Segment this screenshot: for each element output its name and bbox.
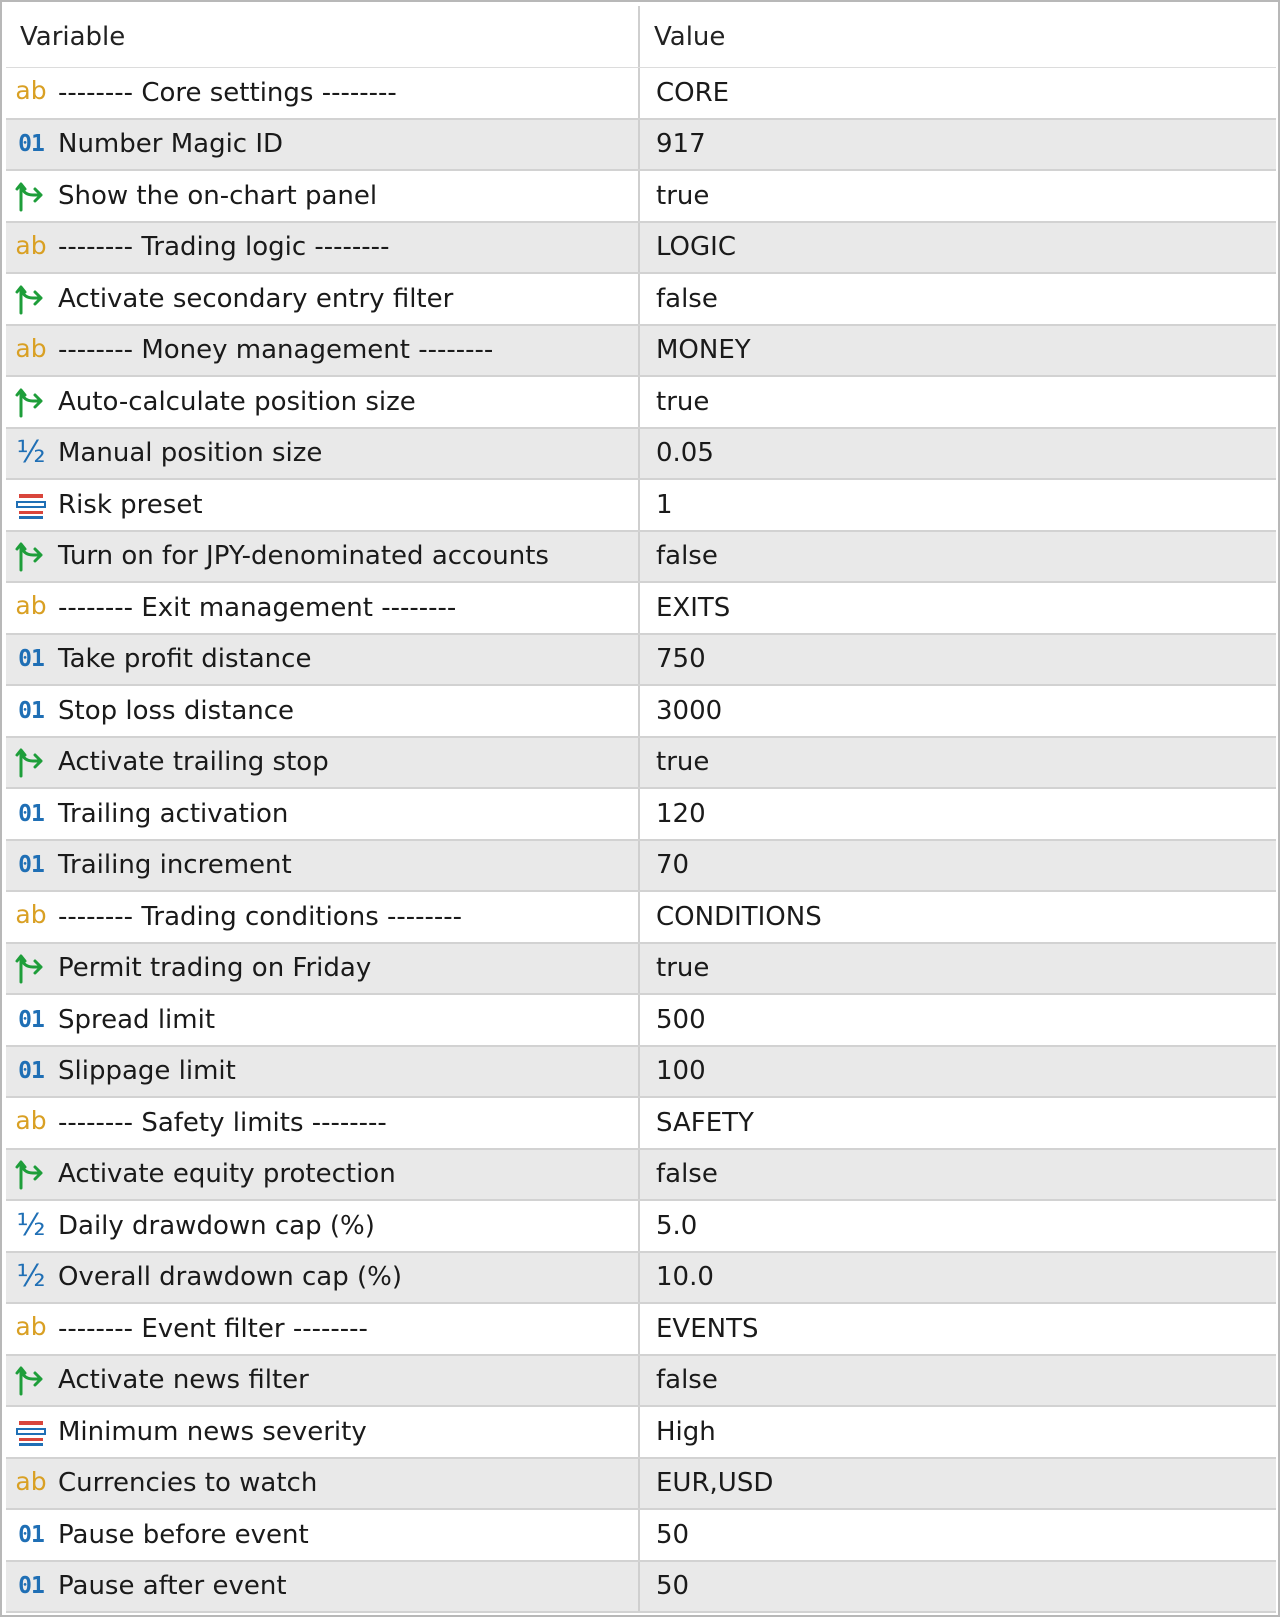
integer-icon: 01: [18, 1573, 44, 1600]
variable-name: Show the on-chart panel: [58, 180, 378, 211]
bool-arrow-icon: [14, 385, 48, 419]
table-row[interactable]: [6, 1201, 1276, 1253]
table-row[interactable]: [6, 1098, 1276, 1150]
value-cell[interactable]: High: [656, 1416, 716, 1447]
ab-icon: ab: [15, 900, 47, 930]
bool-arrow-icon: [14, 1363, 48, 1397]
variable-cell[interactable]: [6, 686, 640, 736]
table-row[interactable]: [6, 635, 1276, 687]
value-cell[interactable]: SAFETY: [656, 1107, 754, 1138]
variable-cell[interactable]: [6, 1201, 640, 1251]
value-cell[interactable]: 70: [656, 850, 690, 881]
ab-icon: ab: [15, 230, 47, 260]
variable-cell[interactable]: [6, 1253, 640, 1303]
variable-name: Slippage limit: [58, 1056, 236, 1087]
table-row[interactable]: [6, 789, 1276, 841]
table-row[interactable]: [6, 480, 1276, 532]
variable-name: -------- Core settings --------: [58, 77, 397, 108]
variable-cell[interactable]: [6, 274, 640, 324]
variable-name: Minimum news severity: [58, 1416, 367, 1447]
value-cell[interactable]: 120: [656, 798, 706, 829]
value-cell[interactable]: EVENTS: [656, 1313, 759, 1344]
integer-icon: 01: [18, 646, 44, 673]
bool-arrow-icon: [14, 1157, 48, 1191]
variable-cell[interactable]: [6, 841, 640, 891]
table-row[interactable]: [6, 944, 1276, 996]
ab-icon: ab: [15, 333, 47, 363]
integer-icon: 01: [18, 852, 44, 879]
table-row[interactable]: [6, 1562, 1276, 1614]
column-header-value[interactable]: Value: [654, 21, 726, 52]
variable-name: -------- Safety limits --------: [58, 1107, 387, 1138]
value-cell[interactable]: true: [656, 180, 710, 211]
value-cell[interactable]: 100: [656, 1056, 706, 1087]
variable-cell[interactable]: [6, 583, 640, 633]
variable-name: Activate news filter: [58, 1365, 309, 1396]
variable-name: -------- Event filter --------: [58, 1313, 368, 1344]
value-cell[interactable]: MONEY: [656, 335, 751, 366]
variable-cell[interactable]: [6, 1150, 640, 1200]
table-row[interactable]: [6, 68, 1276, 120]
table-row[interactable]: [6, 841, 1276, 893]
table-row[interactable]: [6, 738, 1276, 790]
table-row[interactable]: [6, 120, 1276, 172]
variable-name: Pause before event: [58, 1519, 309, 1550]
variable-name: -------- Exit management --------: [58, 592, 457, 623]
variable-name: Manual position size: [58, 438, 323, 469]
ab-icon: ab: [15, 1106, 47, 1136]
variable-name: Risk preset: [58, 489, 203, 520]
value-cell[interactable]: CONDITIONS: [656, 901, 822, 932]
integer-icon: 01: [18, 1058, 44, 1085]
variable-cell[interactable]: [6, 223, 640, 273]
bool-arrow-icon: [14, 282, 48, 316]
variable-name: Permit trading on Friday: [58, 953, 372, 984]
variable-name: Activate equity protection: [58, 1159, 396, 1190]
table-row[interactable]: [6, 377, 1276, 429]
variable-cell[interactable]: [6, 995, 640, 1045]
table-row[interactable]: [6, 1150, 1276, 1202]
table-row[interactable]: [6, 583, 1276, 635]
inputs-grid: [6, 6, 1276, 1613]
value-cell[interactable]: false: [656, 283, 718, 314]
variable-cell[interactable]: [6, 789, 640, 839]
variable-name: Auto-calculate position size: [58, 386, 416, 417]
value-cell[interactable]: 500: [656, 1004, 706, 1035]
integer-icon: 01: [18, 1521, 44, 1548]
value-cell[interactable]: true: [656, 953, 710, 984]
table-row[interactable]: [6, 1304, 1276, 1356]
variable-cell[interactable]: [6, 120, 640, 170]
variable-cell[interactable]: [6, 429, 640, 479]
integer-icon: 01: [18, 131, 44, 158]
table-header: [6, 6, 1276, 68]
bool-arrow-icon: [14, 745, 48, 779]
ab-icon: ab: [15, 1466, 47, 1496]
variable-cell[interactable]: [6, 1459, 640, 1509]
variable-cell[interactable]: [6, 1098, 640, 1148]
variable-name: Spread limit: [58, 1004, 216, 1035]
variable-name: -------- Trading conditions --------: [58, 901, 463, 932]
variable-name: Activate secondary entry filter: [58, 283, 454, 314]
table-row[interactable]: [6, 1047, 1276, 1099]
fraction-icon: ½: [16, 435, 46, 471]
fraction-icon: ½: [16, 1259, 46, 1295]
variable-cell[interactable]: [6, 68, 640, 118]
ab-icon: ab: [15, 76, 47, 106]
variable-name: Stop loss distance: [58, 695, 295, 726]
value-cell[interactable]: 0.05: [656, 438, 714, 469]
value-cell[interactable]: EUR,USD: [656, 1468, 774, 1499]
table-row[interactable]: [6, 892, 1276, 944]
variable-name: Take profit distance: [58, 644, 312, 675]
value-cell[interactable]: 50: [656, 1519, 690, 1550]
table-row[interactable]: [6, 171, 1276, 223]
variable-name: Pause after event: [58, 1571, 287, 1602]
integer-icon: 01: [18, 697, 44, 724]
variable-cell[interactable]: [6, 1356, 640, 1406]
value-cell[interactable]: 3000: [656, 695, 723, 726]
value-cell[interactable]: true: [656, 386, 710, 417]
value-cell[interactable]: LOGIC: [656, 232, 736, 263]
bool-arrow-icon: [14, 951, 48, 985]
table-row[interactable]: [6, 532, 1276, 584]
variable-cell[interactable]: [6, 944, 640, 994]
variable-name: Daily drawdown cap (%): [58, 1210, 375, 1241]
table-row[interactable]: [6, 223, 1276, 275]
variable-name: -------- Money management --------: [58, 335, 494, 366]
enum-list-icon: [14, 488, 48, 522]
variable-cell[interactable]: [6, 1304, 640, 1354]
ab-icon: ab: [15, 591, 47, 621]
variable-cell[interactable]: [6, 1407, 640, 1457]
bool-arrow-icon: [14, 539, 48, 573]
value-cell[interactable]: false: [656, 1159, 718, 1190]
variable-cell[interactable]: [6, 892, 640, 942]
value-cell[interactable]: CORE: [656, 77, 730, 108]
table-row[interactable]: [6, 1356, 1276, 1408]
variable-name: Overall drawdown cap (%): [58, 1262, 402, 1293]
value-cell[interactable]: 917: [656, 129, 706, 160]
variable-cell[interactable]: [6, 171, 640, 221]
bool-arrow-icon: [14, 179, 48, 213]
variable-name: -------- Trading logic --------: [58, 232, 390, 263]
value-cell[interactable]: 750: [656, 644, 706, 675]
variable-name: Trailing increment: [58, 850, 292, 881]
variable-cell[interactable]: [6, 480, 640, 530]
value-cell[interactable]: 5.0: [656, 1210, 698, 1241]
value-cell[interactable]: false: [656, 541, 718, 572]
variable-cell[interactable]: [6, 1047, 640, 1097]
value-cell[interactable]: false: [656, 1365, 718, 1396]
table-row[interactable]: [6, 1459, 1276, 1511]
variable-cell[interactable]: [6, 377, 640, 427]
ab-icon: ab: [15, 1312, 47, 1342]
value-cell[interactable]: 50: [656, 1571, 690, 1602]
variable-name: Currencies to watch: [58, 1468, 318, 1499]
variable-name: Activate trailing stop: [58, 747, 329, 778]
table-row[interactable]: [6, 686, 1276, 738]
table-row[interactable]: [6, 326, 1276, 378]
integer-icon: 01: [18, 800, 44, 827]
value-cell[interactable]: true: [656, 747, 710, 778]
variable-cell[interactable]: [6, 635, 640, 685]
variable-cell[interactable]: [6, 326, 640, 376]
variable-cell[interactable]: [6, 532, 640, 582]
table-row[interactable]: [6, 995, 1276, 1047]
variable-name: Turn on for JPY-denominated accounts: [58, 541, 549, 572]
table-row[interactable]: [6, 274, 1276, 326]
integer-icon: 01: [18, 1006, 44, 1033]
table-row[interactable]: [6, 1407, 1276, 1459]
variable-cell[interactable]: [6, 1562, 640, 1612]
table-row[interactable]: [6, 429, 1276, 481]
value-cell[interactable]: EXITS: [656, 592, 731, 623]
variable-cell[interactable]: [6, 738, 640, 788]
table-row[interactable]: [6, 1253, 1276, 1305]
variable-cell[interactable]: [6, 1510, 640, 1560]
column-header-variable[interactable]: Variable: [6, 6, 640, 67]
variable-name: Number Magic ID: [58, 129, 284, 160]
value-cell[interactable]: 1: [656, 489, 673, 520]
table-row[interactable]: [6, 1510, 1276, 1562]
value-cell[interactable]: 10.0: [656, 1262, 714, 1293]
variable-name: Trailing activation: [58, 798, 289, 829]
enum-list-icon: [14, 1415, 48, 1449]
fraction-icon: ½: [16, 1207, 46, 1243]
